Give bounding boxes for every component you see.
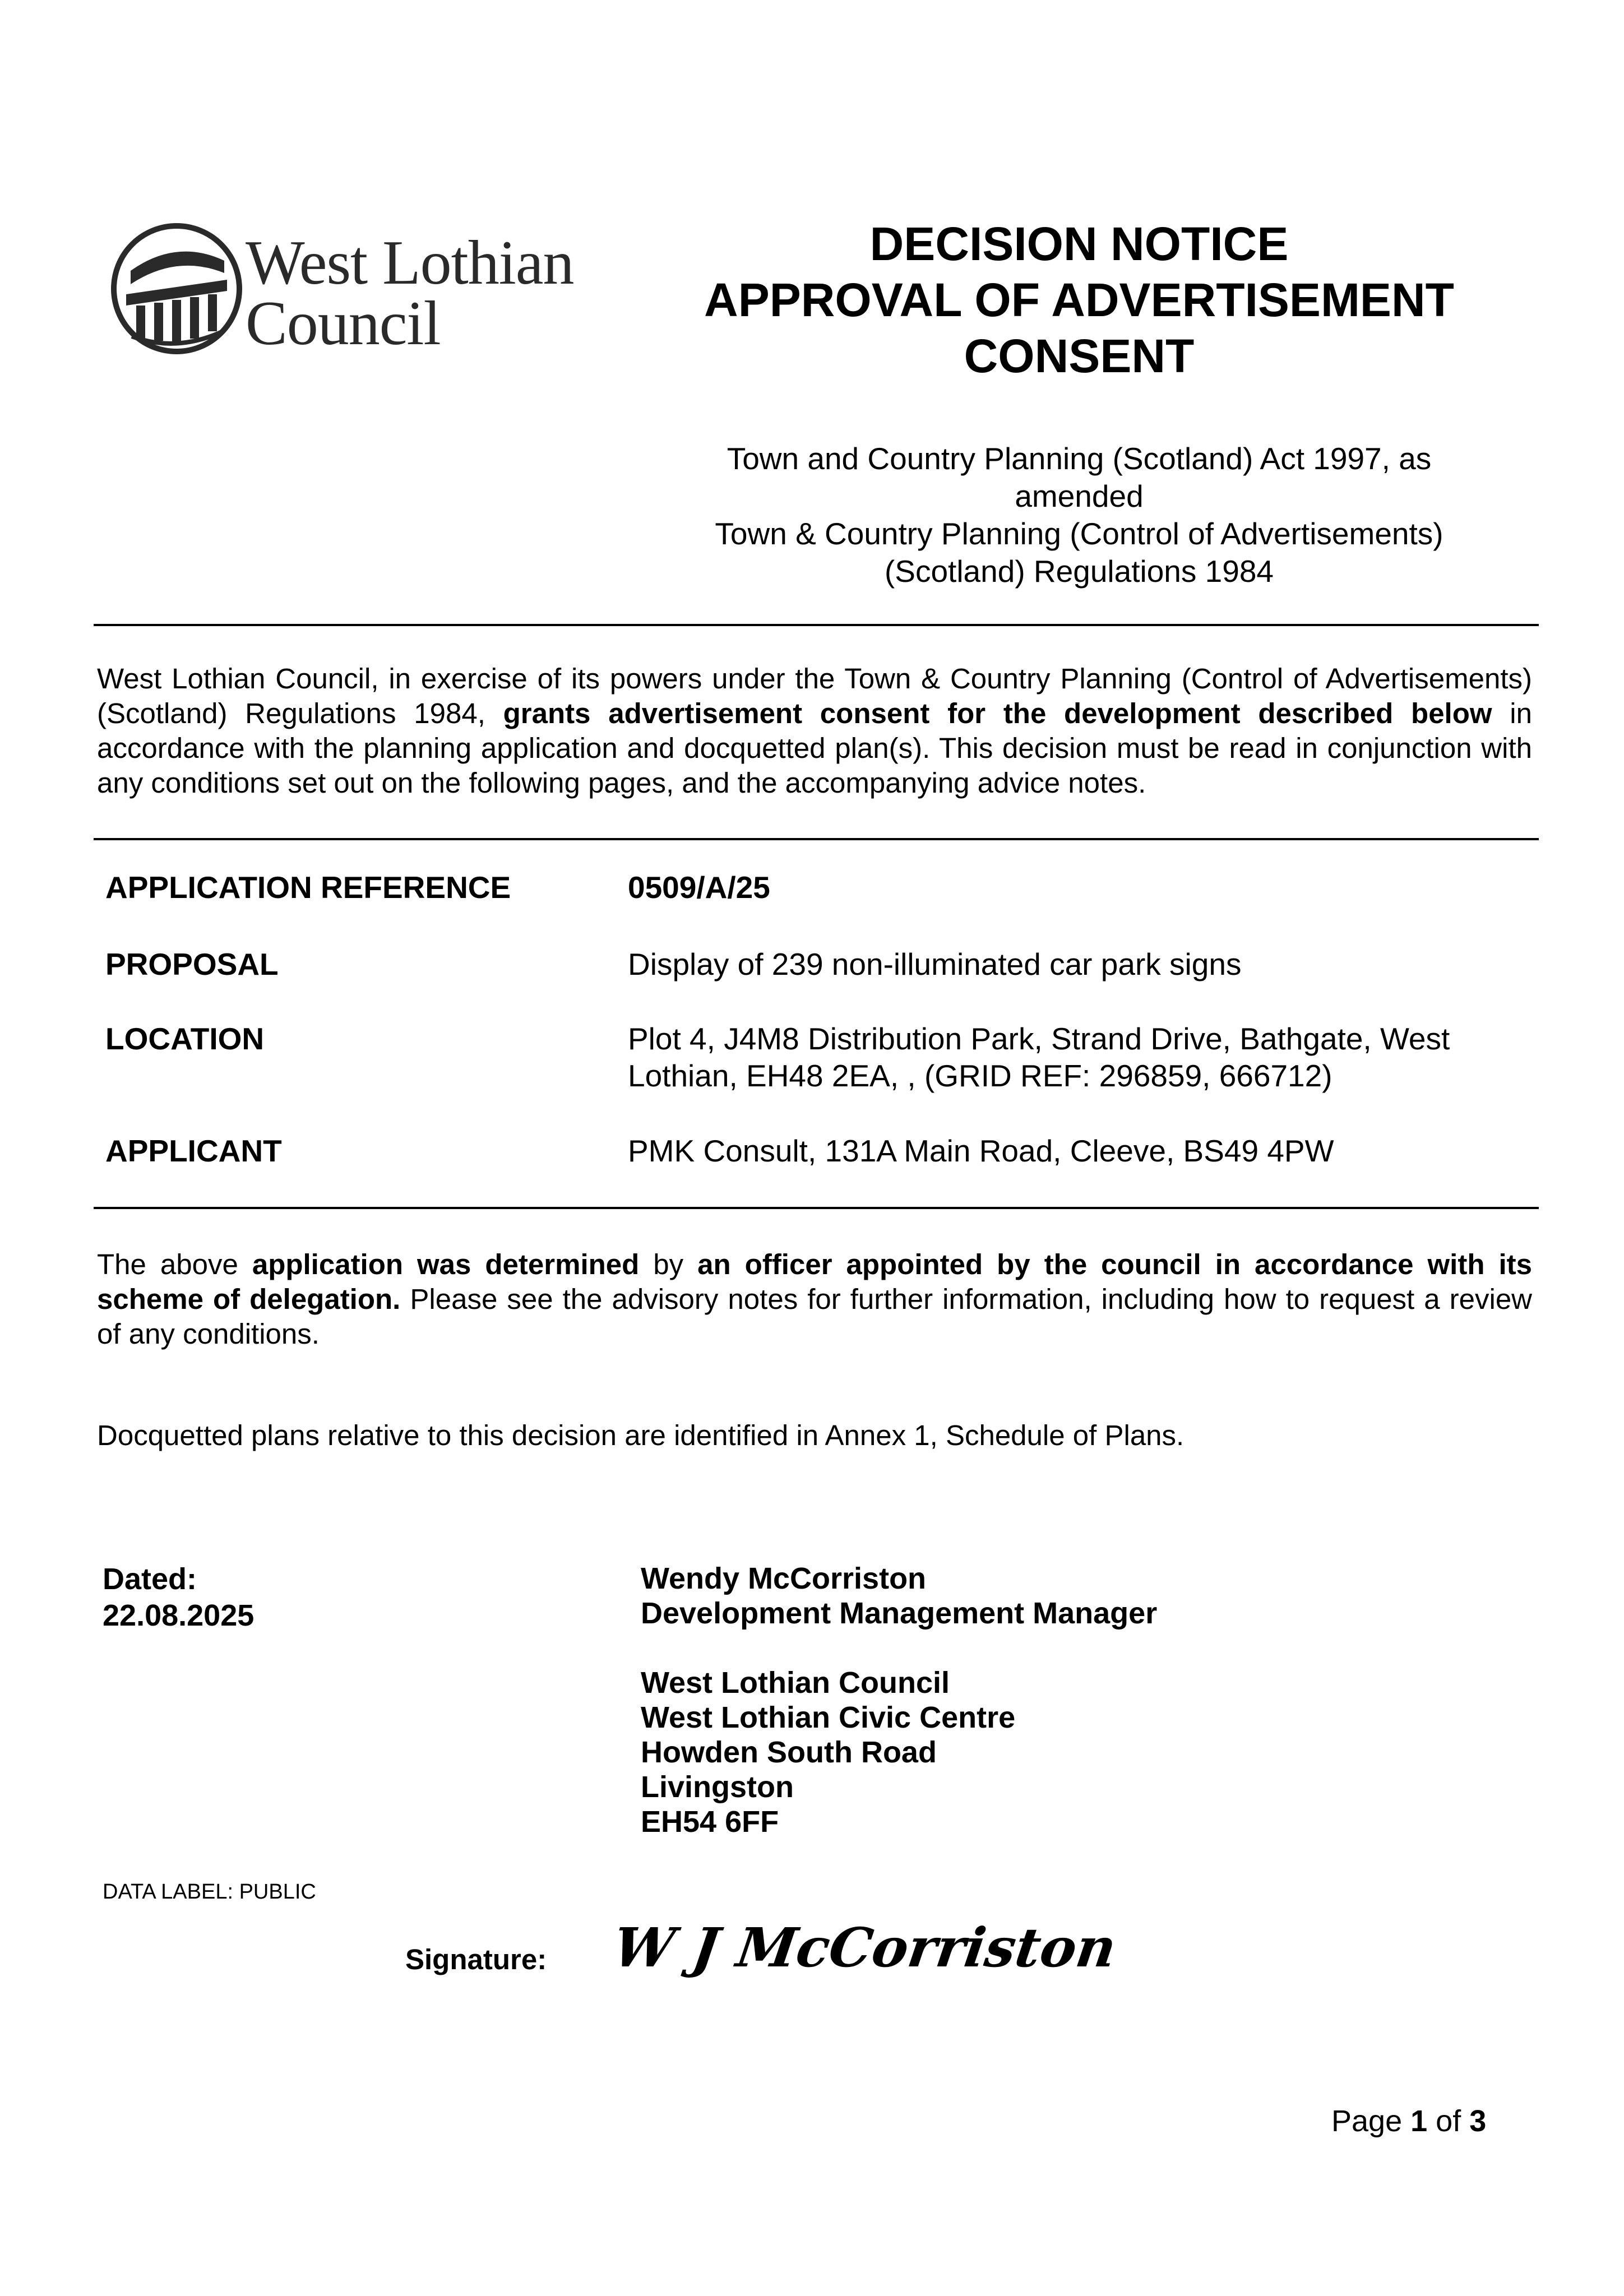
divider-application-bottom xyxy=(94,1207,1539,1209)
title-line1: DECISION NOTICE xyxy=(869,217,1289,270)
wordmark-line1: West Lothian xyxy=(246,228,574,298)
page-prefix: Page xyxy=(1331,2104,1411,2138)
determination-text-1: The above xyxy=(97,1248,252,1280)
officer-address1: West Lothian Civic Centre xyxy=(641,1701,1016,1734)
proposal-label: PROPOSAL xyxy=(105,947,279,982)
page-number xyxy=(1331,2104,1486,2138)
determination-text-3: Please see the advisory notes for further information, including how to request a review of any conditions. xyxy=(97,1283,1533,1350)
dated-block xyxy=(103,1561,254,1634)
divider-application-top xyxy=(94,838,1539,840)
intro-text-bold: grants advertisement consent for the development described below xyxy=(503,697,1492,729)
viaduct-emblem-icon xyxy=(109,221,244,356)
officer-block xyxy=(641,1561,1157,1839)
dated-label: Dated: xyxy=(103,1562,197,1596)
location-value xyxy=(628,1020,1530,1094)
title-line3: CONSENT xyxy=(964,330,1195,382)
signature-label: Signature: xyxy=(405,1943,547,1975)
act-line1: Town and Country Planning (Scotland) Act 1997, as xyxy=(727,441,1432,476)
officer-org: West Lothian Council xyxy=(641,1666,950,1700)
data-classification-label: DATA LABEL: PUBLIC xyxy=(103,1880,316,1904)
legislation-references xyxy=(673,440,1486,590)
determination-text-2: by xyxy=(639,1248,698,1280)
docquetted-plans-note: Docquetted plans relative to this decision are identified in Annex 1, Schedule of Plans. xyxy=(97,1419,1185,1451)
officer-postcode: EH54 6FF xyxy=(641,1805,779,1839)
location-line1: Plot 4, J4M8 Distribution Park, Strand Drive, Bathgate, West xyxy=(628,1021,1450,1056)
wordmark-line2: Council xyxy=(246,289,441,358)
determination-bold-2: an officer appointed by the council in accordance with its scheme of delegation. xyxy=(97,1248,1532,1315)
application-reference-value: 0509/A/25 xyxy=(628,870,770,905)
application-reference-label: APPLICATION REFERENCE xyxy=(105,870,511,905)
proposal-value: Display of 239 non-illuminated car park signs xyxy=(628,947,1242,982)
intro-paragraph xyxy=(97,661,1532,800)
officer-address3: Livingston xyxy=(641,1770,794,1804)
determination-paragraph xyxy=(97,1247,1532,1351)
act-line4: (Scotland) Regulations 1984 xyxy=(884,554,1274,589)
officer-role: Development Management Manager xyxy=(641,1596,1158,1630)
council-wordmark xyxy=(246,228,574,358)
title-line2: APPROVAL OF ADVERTISEMENT xyxy=(704,274,1454,326)
divider-top xyxy=(94,624,1539,626)
applicant-value: PMK Consult, 131A Main Road, Cleeve, BS49 4PW xyxy=(628,1133,1334,1168)
notice-title xyxy=(673,216,1486,384)
page-current: 1 xyxy=(1410,2104,1428,2138)
dated-value: 22.08.2025 xyxy=(103,1599,255,1632)
intro-text-end: in accordance with the planning application and docquetted plan(s). This decision must be read in conjunction with any conditions set out on the following pages, and the accompanying advice notes. xyxy=(97,697,1533,799)
applicant-label: APPLICANT xyxy=(105,1133,282,1168)
officer-name: Wendy McCorriston xyxy=(641,1562,927,1595)
intro-text-start: West Lothian Council, in exercise of its powers under the Town & Country Planning (Control of Advertisements) (Scotland) Regulations 1984, xyxy=(97,663,1532,729)
council-logo xyxy=(109,221,603,356)
page-total: 3 xyxy=(1469,2104,1487,2138)
act-line3: Town & Country Planning (Control of Advertisements) xyxy=(715,516,1443,551)
page-middle: of xyxy=(1427,2104,1470,2138)
location-label: LOCATION xyxy=(105,1021,265,1056)
act-line2: amended xyxy=(1015,479,1144,513)
officer-address2: Howden South Road xyxy=(641,1735,937,1769)
location-line2: Lothian, EH48 2EA, , (GRID REF: 296859, 666712) xyxy=(628,1058,1332,1093)
determination-bold-1: application was determined xyxy=(252,1248,640,1280)
handwritten-signature: W J McCorriston xyxy=(609,1916,1121,1979)
